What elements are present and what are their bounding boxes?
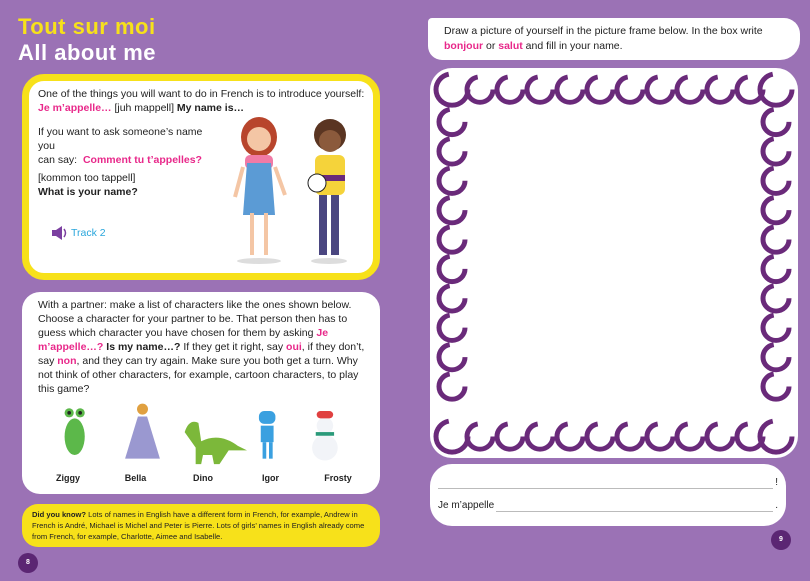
bella-image — [125, 404, 160, 459]
page-number-left: 8 — [18, 553, 38, 573]
scroll-ornament — [763, 315, 789, 340]
igor-image — [259, 411, 276, 459]
name-input-line[interactable] — [496, 502, 773, 512]
character-names — [38, 472, 368, 484]
game-line: Why not think of other characters, for example, cartoon characters, to — [38, 355, 358, 381]
left-page — [18, 14, 380, 581]
scroll-ornament — [527, 77, 553, 102]
ask-line1: If you want to ask someone’s name you — [38, 126, 203, 152]
scroll-ornament — [557, 424, 583, 449]
scroll-ornament — [763, 168, 789, 193]
characters-illustration — [38, 400, 368, 466]
scroll-ornament — [763, 344, 789, 369]
scroll-ornament — [467, 77, 493, 102]
scroll-ornament — [677, 77, 703, 102]
instruction-line: bonjour or salut and fill in your name. — [444, 40, 623, 52]
instruction-line: Draw a picture of yourself in the picture frame below. In the box write — [444, 25, 763, 37]
instruction-box — [428, 18, 800, 60]
scroll-ornament — [677, 424, 703, 449]
scroll-ornament — [647, 424, 673, 449]
scroll-ornament — [763, 139, 789, 164]
scroll-ornament — [439, 139, 465, 164]
scroll-ornament — [467, 424, 493, 449]
scroll-ornament — [763, 109, 789, 134]
scroll-ornament — [617, 77, 643, 102]
game-line: play this game? — [38, 369, 359, 395]
scroll-ornament — [763, 286, 789, 311]
scroll-ornament — [763, 256, 789, 281]
right-page — [428, 18, 800, 558]
dino-image — [185, 422, 247, 464]
ask-pron: [kommon too tappell] — [38, 172, 136, 184]
scroll-ornament — [497, 424, 523, 449]
greeting-input-line[interactable] — [438, 479, 773, 489]
scroll-ornament — [439, 344, 465, 369]
title-french: Tout sur moi — [18, 14, 156, 39]
question-french: Je m’appelle…? — [38, 327, 329, 353]
ornamental-border — [430, 68, 798, 458]
name-label: Je m’appelle — [438, 500, 495, 511]
page-number-right: 9 — [771, 530, 791, 550]
intro-box — [22, 74, 380, 280]
character-name: Ziggy — [56, 473, 80, 483]
title-english: All about me — [18, 40, 157, 65]
scroll-ornament — [647, 77, 673, 102]
picture-frame[interactable] — [430, 68, 798, 458]
scroll-ornament — [557, 77, 583, 102]
ask-line2: can say: Comment tu t’appelles? — [38, 154, 202, 166]
game-text: With a partner: make a list of characters like the ones shown below. Choose a character for your partner to be. That person then has to guess which character you have chosen for them by asking Je m’appelle…? Is my name…? If they get it right, say oui, if they don’t, say non, and they can try again. Make sure you both get a turn. Why not think of other characters, for example, cartoon characters, to play this game? — [38, 299, 365, 395]
game-line: to guess which character you have chosen for them by asking — [38, 313, 348, 339]
game-line: Choose a character for your partner to be. That person then has — [38, 313, 336, 325]
scroll-ornament — [763, 374, 789, 399]
scroll-ornament — [436, 421, 468, 452]
scroll-ornament — [439, 315, 465, 340]
ziggy-image — [65, 408, 85, 455]
game-line: With a partner: make a list of characters like the ones shown below. — [38, 299, 352, 311]
scroll-ornament — [760, 74, 792, 105]
scroll-ornament — [587, 77, 613, 102]
track-audio-button[interactable]: Track 2 — [51, 225, 219, 241]
scroll-ornament — [617, 424, 643, 449]
scroll-ornament — [497, 77, 523, 102]
exclamation: ! — [775, 477, 778, 488]
intro-line1: One of the things you will want to do in French is to introduce yourself: — [38, 88, 365, 100]
scroll-ornament — [436, 74, 468, 105]
period: . — [775, 500, 778, 511]
scroll-ornament — [439, 168, 465, 193]
character-name: Bella — [124, 473, 147, 483]
scroll-ornament — [707, 424, 733, 449]
name-row — [438, 499, 778, 512]
scroll-ornament — [439, 256, 465, 281]
scroll-ornament — [763, 227, 789, 252]
frosty-image — [312, 411, 338, 461]
ask-english: What is your name? — [38, 186, 138, 198]
scroll-ornament — [707, 77, 733, 102]
scroll-ornament — [439, 109, 465, 134]
character-name: Igor — [262, 473, 279, 483]
speaker-icon — [51, 225, 67, 241]
greeting-row — [438, 476, 778, 489]
children-illustration — [225, 115, 365, 265]
scroll-ornament — [439, 286, 465, 311]
scroll-ornament — [587, 424, 613, 449]
scroll-ornament — [439, 197, 465, 222]
scroll-ornament — [439, 227, 465, 252]
intro-phrase: Je m’appelle… [juh mappell] My name is… — [38, 102, 245, 114]
question-english: Is my name…? — [106, 341, 181, 353]
did-you-know-box: Did you know? Lots of names in English have a different form in French, for example, Andrew in French is André, Michael is Michel and Peter is Pierre. Lots of girls’ names in English already come from French, for example, Charlotte, Aimee and Isabelle. — [22, 504, 380, 547]
game-box — [22, 292, 380, 494]
scroll-ornament — [763, 197, 789, 222]
name-box — [430, 464, 786, 526]
scroll-ornament — [527, 424, 553, 449]
character-name: Frosty — [324, 473, 352, 483]
scroll-ornament — [439, 374, 465, 399]
character-name: Dino — [193, 473, 213, 483]
